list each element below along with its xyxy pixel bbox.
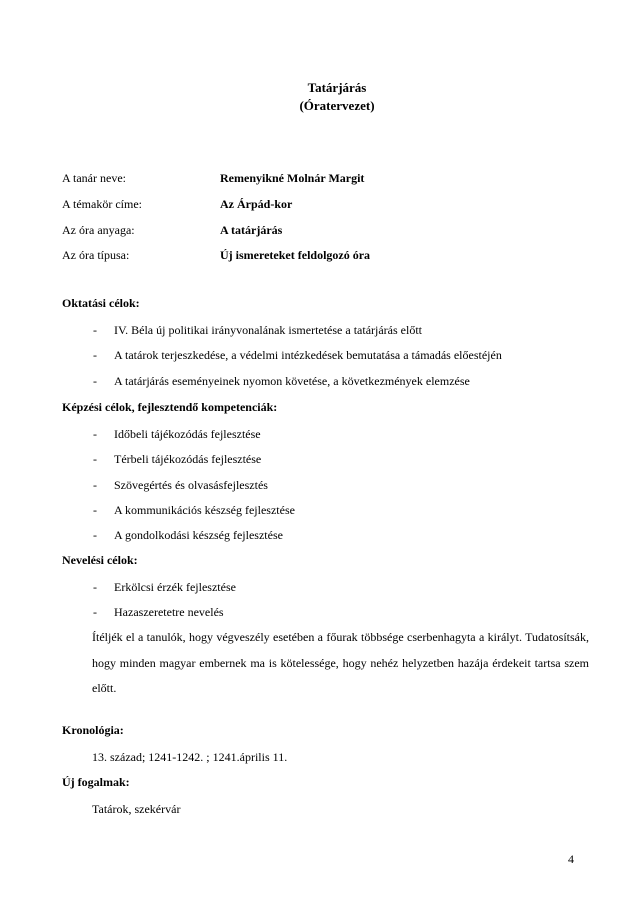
list-item-text: A tatárjárás eseményeinek nyomon követése, a következmények elemzése xyxy=(114,374,470,388)
chronology-text: 13. század; 1241-1242. ; 1241.április 11. xyxy=(92,750,288,764)
list-item-text: Erkölcsi érzék fejlesztése xyxy=(114,580,236,594)
meta-row-type xyxy=(62,248,582,268)
list-item-text: Térbeli tájékozódás fejlesztése xyxy=(114,452,262,466)
meta-value: Remenyikné Molnár Margit xyxy=(220,171,365,185)
document-title: Tatárjárás xyxy=(307,80,367,95)
meta-label: A témakör címe: xyxy=(62,197,142,211)
meta-label: Az óra anyaga: xyxy=(62,223,135,237)
section-heading-new-concepts: Új fogalmak: xyxy=(62,775,130,789)
meta-value: Az Árpád-kor xyxy=(220,197,293,211)
section-heading-moral-goals: Nevelési célok: xyxy=(62,553,138,567)
meta-row-material xyxy=(62,223,582,243)
bullet-marker: - xyxy=(93,605,97,619)
bullet-marker: - xyxy=(93,528,97,542)
meta-value: A tatárjárás xyxy=(220,223,283,237)
list-item-text: Hazaszeretetre nevelés xyxy=(114,605,224,619)
meta-label: A tanár neve: xyxy=(62,171,126,185)
meta-value: Új ismereteket feldolgozó óra xyxy=(220,248,371,262)
bullet-marker: - xyxy=(93,478,97,492)
section-heading-education-goals: Oktatási célok: xyxy=(62,296,140,310)
title-block xyxy=(0,79,638,115)
section-heading-training-goals: Képzési célok, fejlesztendő kompetenciák: xyxy=(62,400,278,414)
bullet-marker: - xyxy=(93,323,97,337)
section-heading-chronology: Kronológia: xyxy=(62,723,124,737)
list-item-text: Szövegértés és olvasásfejlesztés xyxy=(114,478,268,492)
list-item-text: Időbeli tájékozódás fejlesztése xyxy=(114,427,261,441)
meta-row-topic xyxy=(62,197,582,217)
list-item-text: A kommunikációs készség fejlesztése xyxy=(114,503,295,517)
document-subtitle: (Óratervezet) xyxy=(299,98,375,113)
bullet-marker: - xyxy=(93,348,97,362)
bullet-marker: - xyxy=(93,374,97,388)
page-number: 4 xyxy=(568,852,574,866)
meta-label: Az óra típusa: xyxy=(62,248,130,262)
list-item-text: A tatárok terjeszkedése, a védelmi intézkedések bemutatása a támadás előestéjén xyxy=(114,348,502,362)
new-concepts-text: Tatárok, szekérvár xyxy=(92,802,181,816)
bullet-marker: - xyxy=(93,503,97,517)
meta-row-teacher xyxy=(62,171,582,191)
bullet-marker: - xyxy=(93,580,97,594)
bullet-marker: - xyxy=(93,427,97,441)
list-item-text: A gondolkodási készség fejlesztése xyxy=(114,528,283,542)
bullet-marker: - xyxy=(93,452,97,466)
list-item-text: IV. Béla új politikai irányvonalának ismertetése a tatárjárás előtt xyxy=(114,323,423,337)
moral-goals-paragraph: Ítéljék el a tanulók, hogy végveszély esetében a főurak többsége cserbenhagyta a királyt. Tudatosítsák, hogy minden magyar embernek ma is kötelessége, hogy nehéz helyzetben hazája érdekeit tartsa szem előtt. xyxy=(92,630,589,695)
